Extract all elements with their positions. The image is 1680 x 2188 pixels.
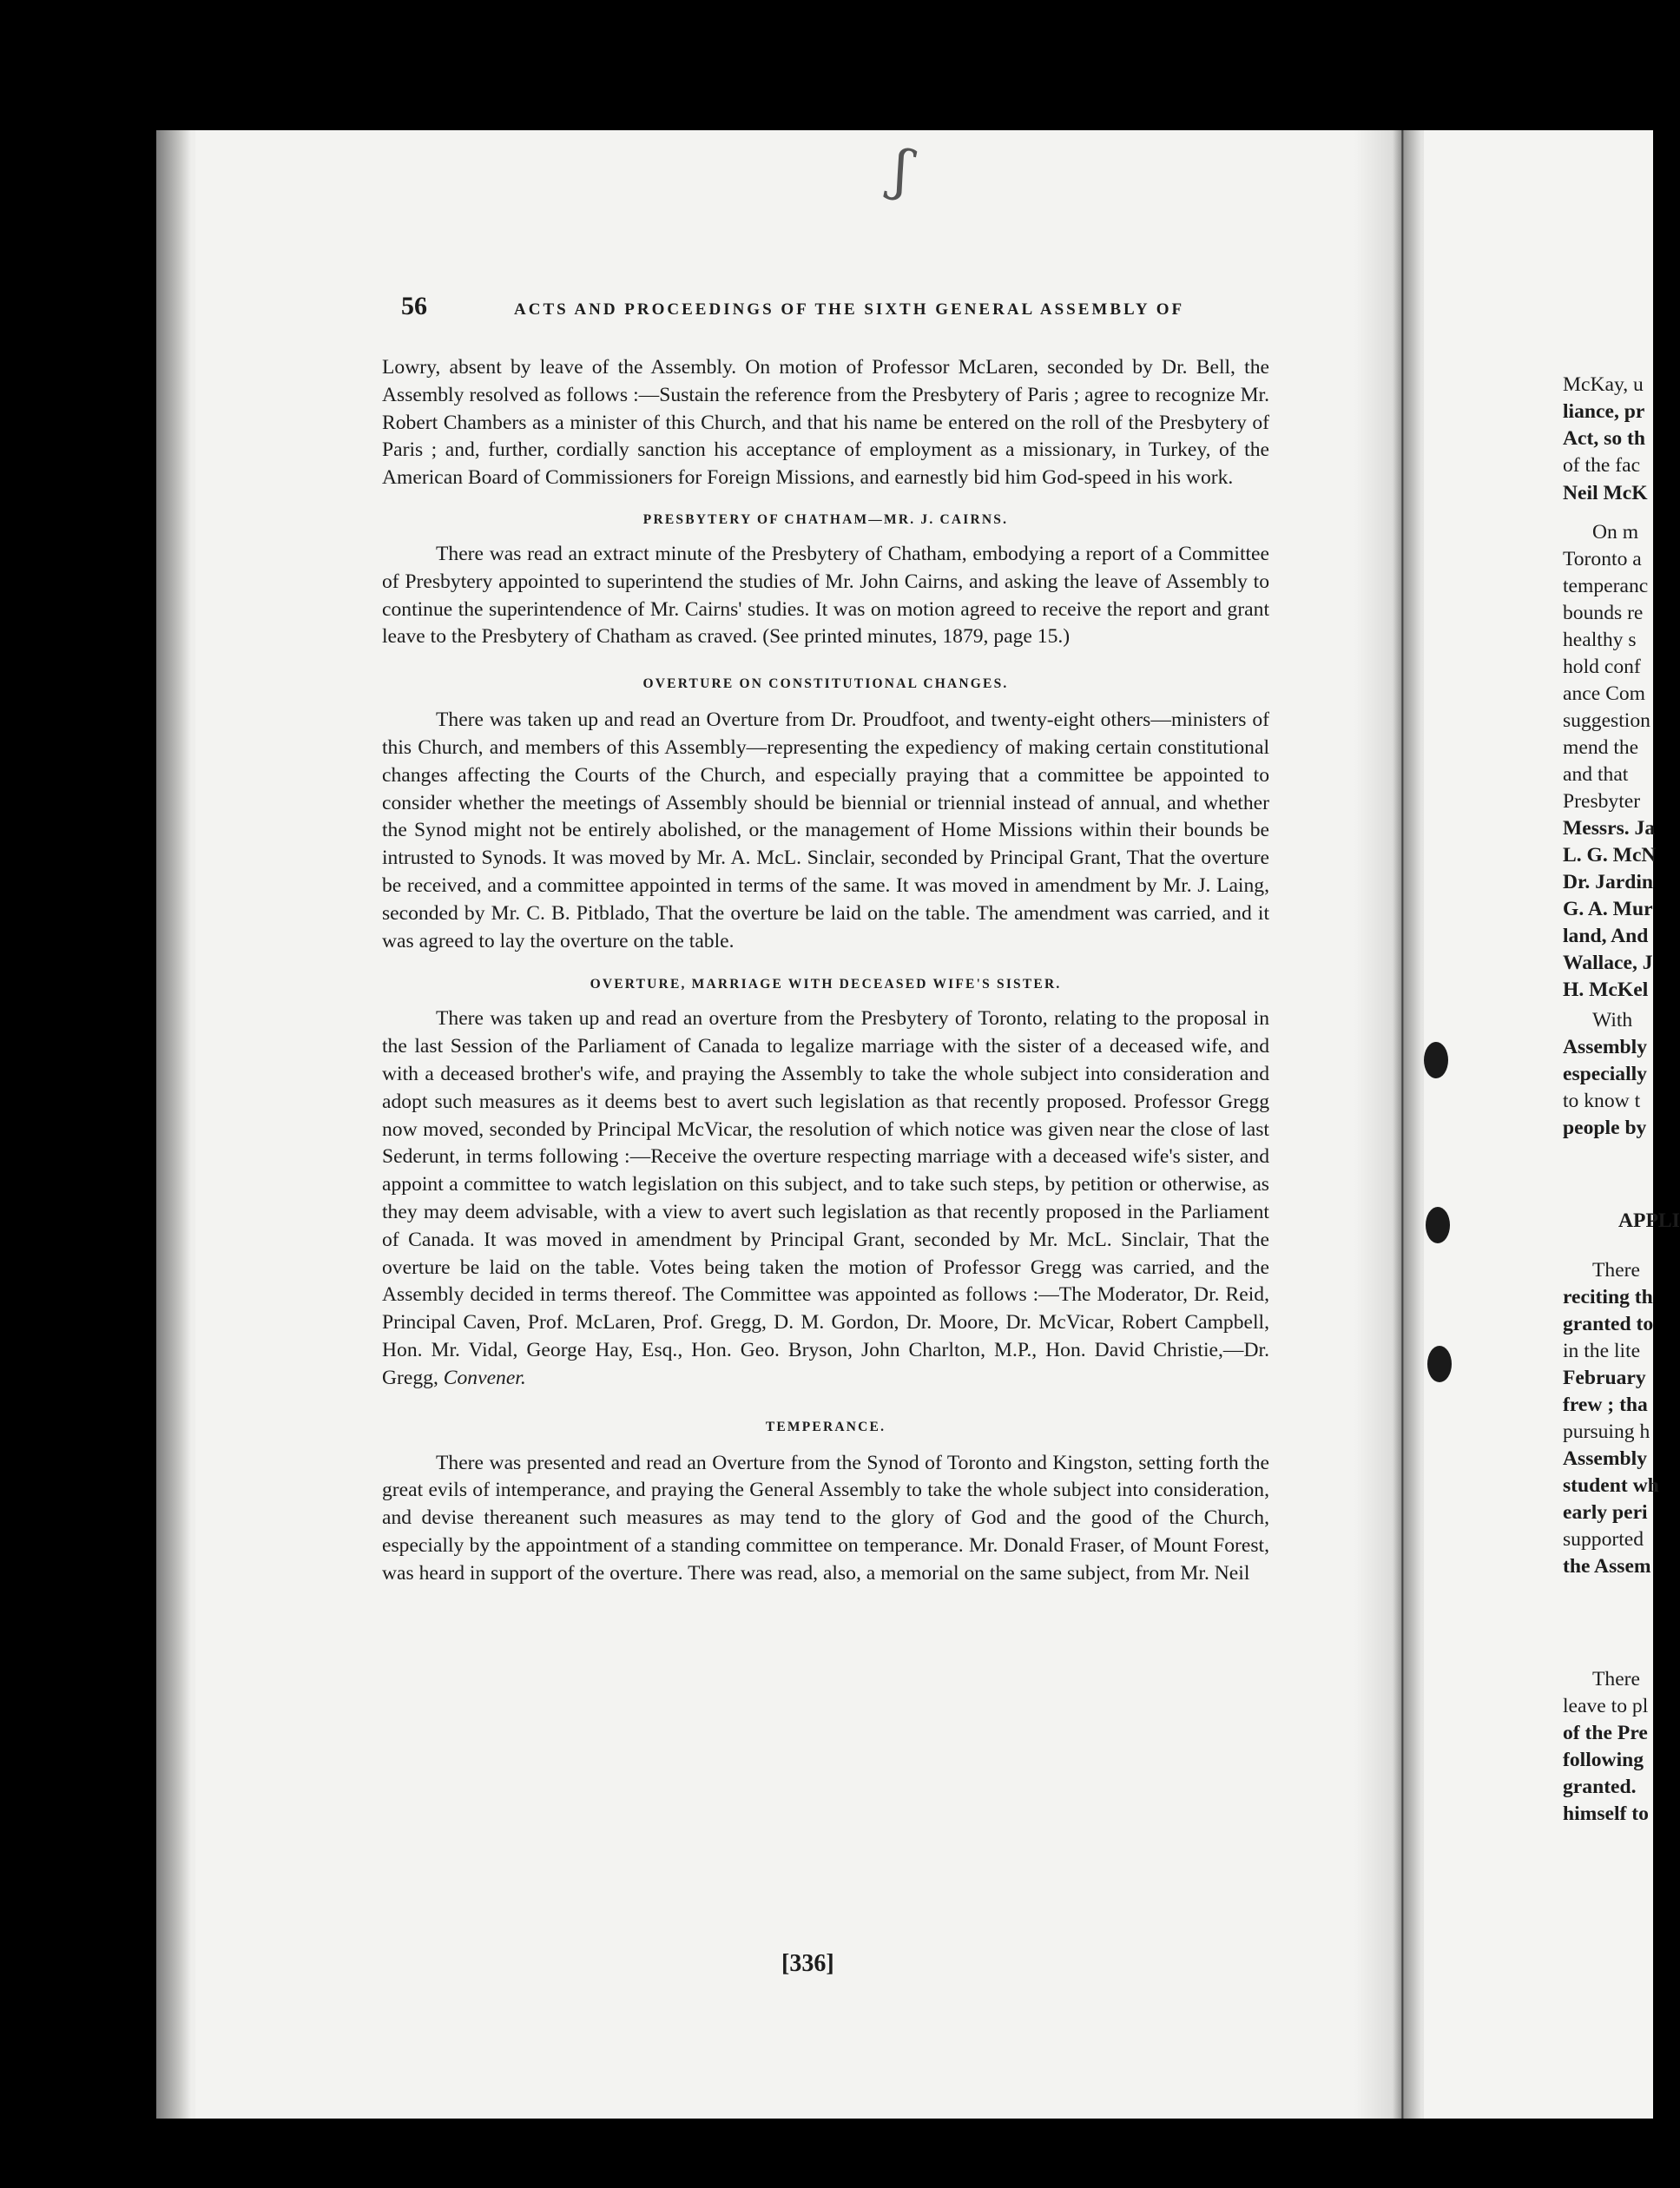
right-page-line: suggestion	[1563, 709, 1650, 732]
right-page-line: Dr. Jardin	[1563, 871, 1654, 893]
right-page-line: granted to	[1563, 1313, 1654, 1335]
right-page-line: bounds re	[1563, 602, 1644, 624]
right-page-line: Messrs. Ja	[1563, 817, 1656, 840]
paragraph-chatham: There was read an extract minute of the Presbytery of Chatham, embodying a report of a Committee of Presbytery appointed to superintend the studies of Mr. John Cairns, and asking the leave of Assembly to continue the superintendence of Mr. Cairns' studies. It was on motion agreed to receive the report and grant leave to the Presbytery of Chatham as craved. (See printed minutes, 1879, page 15.)	[382, 542, 1269, 649]
running-head: ACTS AND PROCEEDINGS OF THE SIXTH GENERAL ASSEMBLY OF	[514, 300, 1185, 319]
right-page-line: Act, so th	[1563, 427, 1646, 450]
right-page-line: McKay, u	[1563, 373, 1644, 396]
main-text	[382, 354, 1269, 1587]
paragraph-marriage-text: There was taken up and read an overture from the Presbytery of Toronto, relating to the proposal in the last Session of the Parliament of Canada to legalize marriage with the sister of a deceased wife, and with a deceased brother's wife, and praying the Assembly to take the whole subject into consideration and adopt such measures as it deems best to avert such legislation as that recently proposed. Professor Gregg now moved, seconded by Principal McVicar, the resolution of which notice was given near the close of last Sederunt, in terms following :—Receive the overture respecting marriage with a deceased wife's sister, and appoint a committee to watch legislation on this subject, and to take such steps, by petition or otherwise, as they may deem advisable, with a view to avert such legislation as that recently proposed in the Parliament of Canada. It was moved in amendment by Principal Grant, seconded by Mr. McL. Sinclair, That the overture be laid on the table. Votes being taken the motion of Professor Gregg was carried, and the Assembly decided in terms thereof. The Committee was appointed as follows :—The Moderator, Dr. Reid, Principal Caven, Prof. McLaren, Prof. Gregg, D. M. Gordon, Dr. Moore, Dr. McVicar, Robert Campbell, Hon. Mr. Vidal, George Hay, Esq., Hon. Geo. Bryson, John Charlton, M.P., Hon. David Christie,—Dr. Gregg,	[382, 1007, 1269, 1389]
right-page-line: Toronto a	[1563, 548, 1642, 570]
right-page-line: Wallace, J	[1563, 952, 1653, 974]
binding-hole	[1426, 1207, 1450, 1243]
right-page-line: land, And	[1563, 925, 1649, 947]
section-heading-constitutional: OVERTURE ON CONSTITUTIONAL CHANGES.	[642, 676, 1009, 692]
right-page-line: supported	[1563, 1528, 1644, 1551]
page-number: 56	[401, 292, 427, 320]
right-page-line: mend the	[1563, 736, 1639, 759]
right-page-line: himself to	[1563, 1802, 1649, 1825]
right-page-line: Assembly	[1563, 1447, 1648, 1470]
right-page-line: of the Pre	[1563, 1722, 1648, 1744]
right-page-line: February	[1563, 1367, 1646, 1389]
right-page-line: granted.	[1563, 1776, 1637, 1798]
section-heading-temperance: TEMPERANCE.	[765, 1419, 886, 1434]
right-page-line: frew ; tha	[1563, 1394, 1648, 1416]
page-edge-shadow	[156, 130, 191, 2119]
right-page-line: Assembly	[1563, 1036, 1648, 1058]
right-page-line: student wh	[1563, 1474, 1659, 1497]
right-page-line: of the fac	[1563, 454, 1641, 477]
right-page-line: ance Com	[1563, 682, 1645, 705]
right-page-line: in the lite	[1563, 1340, 1641, 1362]
paragraph-temperance: There was presented and read an Overture from the Synod of Toronto and Kingston, setting forth the great evils of intemperance, and praying the General Assembly to take the whole subject into consideration, and devise thereanent such measures as may tend to the glory of God and the good of the Church, especially by the appointment of a standing committee on temperance. Mr. Donald Fraser, of Mount Forest, was heard in support of the overture. There was read, also, a memorial on the same subject, from Mr. Neil	[382, 1451, 1269, 1585]
paragraph-opening: Lowry, absent by leave of the Assembly. On motion of Professor McLaren, seconded by Dr. Bell, the Assembly resolved as follows :—Sustain the reference from the Presbytery of Paris ; agree to recognize Mr. Robert Chambers as a minister of this Church, and that his name be entered on the roll of the Presbytery of Paris ; and, further, cordially sanction his acceptance of employment as a missionary, in Turkey, of the American Board of Commissioners for Foreign Missions, and earnestly bid him God-speed in his work.	[382, 356, 1269, 490]
right-page-line: Presbyter	[1563, 790, 1641, 813]
right-page-line: On m	[1592, 521, 1639, 544]
convener-label: Convener.	[443, 1366, 526, 1389]
paragraph-constitutional: There was taken up and read an Overture from Dr. Proudfoot, and twenty-eight others—ministers of this Church, and members of this Assembly—representing the expediency of making certain constitutional changes affecting the Courts of the Church, and especially praying that a committee be appointed to consider whether the meetings of Assembly should be biennial or triennial instead of annual, and whether the Synod might not be entirely abolished, or the management of Home Missions within their bounds be intrusted to Synods. It was moved by Mr. A. McL. Sinclair, seconded by Principal Grant, That the overture be received, and a committee appointed in terms of the same. It was moved in amendment by Mr. J. Laing, seconded by Mr. C. B. Pitblado, That the overture be laid on the table. The amendment was carried, and it was agreed to lay the overture on the table.	[382, 708, 1269, 952]
right-page-line: H. McKel	[1563, 979, 1649, 1001]
right-page-line: leave to pl	[1563, 1695, 1649, 1717]
right-page-line: especially	[1563, 1063, 1647, 1085]
right-page-line: With	[1592, 1009, 1633, 1031]
right-page-line: the Assem	[1563, 1555, 1651, 1578]
right-page-line: G. A. Mur	[1563, 898, 1653, 920]
right-page-line: reciting th	[1563, 1286, 1653, 1308]
pencil-mark: ʃ	[887, 138, 916, 204]
right-page-line: people by	[1563, 1117, 1647, 1139]
right-page-line: Neil McK	[1563, 482, 1648, 504]
section-heading-marriage: OVERTURE, MARRIAGE WITH DECEASED WIFE'S SISTER.	[590, 977, 1062, 992]
right-page-line: early peri	[1563, 1501, 1648, 1524]
right-page	[1424, 130, 1680, 2119]
right-page-line: following	[1563, 1749, 1644, 1771]
right-page-line: and that	[1563, 763, 1629, 786]
section-heading-chatham: PRESBYTERY OF CHATHAM—MR. J. CAIRNS.	[642, 511, 1009, 527]
folio-number: [336]	[781, 1950, 834, 1977]
right-page-line: hold conf	[1563, 656, 1641, 678]
right-page-line: healthy s	[1563, 629, 1637, 651]
right-page-line: pursuing h	[1563, 1420, 1650, 1443]
right-page-line: liance, pr	[1563, 400, 1645, 423]
right-page-line: temperanc	[1563, 575, 1649, 597]
right-page-line: There	[1592, 1259, 1641, 1282]
right-page-line: L. G. McN	[1563, 844, 1657, 867]
right-page-line: to know t	[1563, 1090, 1641, 1112]
right-page-line: There	[1592, 1668, 1641, 1690]
paragraph-marriage	[382, 1005, 1269, 1392]
right-page-line: APPLI	[1618, 1209, 1680, 1232]
